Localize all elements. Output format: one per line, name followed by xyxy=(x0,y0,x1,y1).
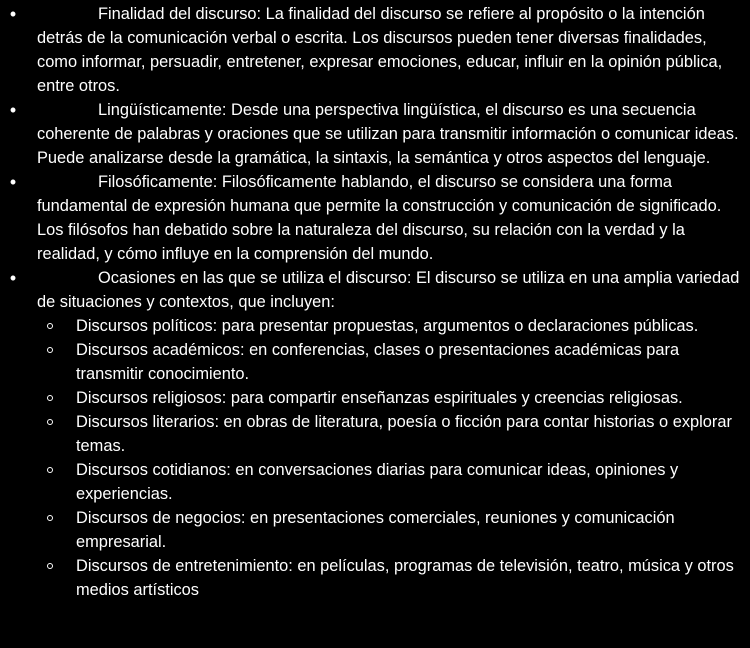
bullet-icon: • xyxy=(9,268,17,288)
hollow-bullet-icon xyxy=(47,563,53,569)
list-item-linguisticamente xyxy=(0,98,750,170)
bullet-icon: • xyxy=(9,172,17,192)
hollow-bullet-icon xyxy=(47,395,53,401)
sub-list-item-text: Discursos de negocios: en presentaciones comerciales, reuniones y comunicación empresarial. xyxy=(76,509,675,551)
bullet-icon: • xyxy=(9,100,17,120)
sub-list-item-cotidianos xyxy=(0,458,750,506)
document-body xyxy=(0,2,750,602)
hollow-bullet-icon xyxy=(47,419,53,425)
sub-list-item-text: Discursos de entretenimiento: en películas, programas de televisión, teatro, música y otros medios artísticos xyxy=(76,557,734,599)
list-item-text: Ocasiones en las que se utiliza el discurso: El discurso se utiliza en una amplia variedad de situaciones y contextos, que incluyen: xyxy=(37,269,740,311)
sub-list-item-academicos xyxy=(0,338,750,386)
hollow-bullet-icon xyxy=(47,467,53,473)
sub-list-item-negocios xyxy=(0,506,750,554)
sub-list-item-entretenimiento xyxy=(0,554,750,602)
sub-list xyxy=(0,314,750,602)
hollow-bullet-icon xyxy=(47,515,53,521)
sub-list-item-text: Discursos cotidianos: en conversaciones diarias para comunicar ideas, opiniones y experiencias. xyxy=(76,461,679,503)
list-item-text: Finalidad del discurso: La finalidad del discurso se refiere al propósito o la intención detrás de la comunicación verbal o escrita. Los discursos pueden tener diversas finalidades, como informar, persuadir, entretener, expresar emociones, educar, influir en la opinión pública, entre otros. xyxy=(37,5,723,95)
sub-list-item-text: Discursos religiosos: para compartir enseñanzas espirituales y creencias religiosas. xyxy=(76,389,683,407)
sub-list-item-literarios xyxy=(0,410,750,458)
sub-list-item-text: Discursos académicos: en conferencias, clases o presentaciones académicas para transmitir conocimiento. xyxy=(76,341,680,383)
list-item-text: Filosóficamente: Filosóficamente hablando, el discurso se considera una forma fundamental de expresión humana que permite la construcción y comunicación de significado. Los filósofos han debatido sobre la naturaleza del discurso, su relación con la verdad y la realidad, y cómo influye en la comprensión del mundo. xyxy=(37,173,722,263)
list-item-finalidad xyxy=(0,2,750,98)
list-item-ocasiones xyxy=(0,266,750,314)
hollow-bullet-icon xyxy=(47,323,53,329)
sub-list-item-politicos xyxy=(0,314,750,338)
list-item-filosoficamente xyxy=(0,170,750,266)
sub-list-item-text: Discursos políticos: para presentar propuestas, argumentos o declaraciones públicas. xyxy=(76,317,699,335)
sub-list-item-religiosos xyxy=(0,386,750,410)
hollow-bullet-icon xyxy=(47,347,53,353)
bullet-icon: • xyxy=(9,4,17,24)
sub-list-item-text: Discursos literarios: en obras de literatura, poesía o ficción para contar historias o explorar temas. xyxy=(76,413,732,455)
list-item-text: Lingüísticamente: Desde una perspectiva lingüística, el discurso es una secuencia coherente de palabras y oraciones que se utilizan para transmitir información o comunicar ideas. Puede analizarse desde la gramática, la sintaxis, la semántica y otros aspectos del lenguaje. xyxy=(37,101,739,167)
